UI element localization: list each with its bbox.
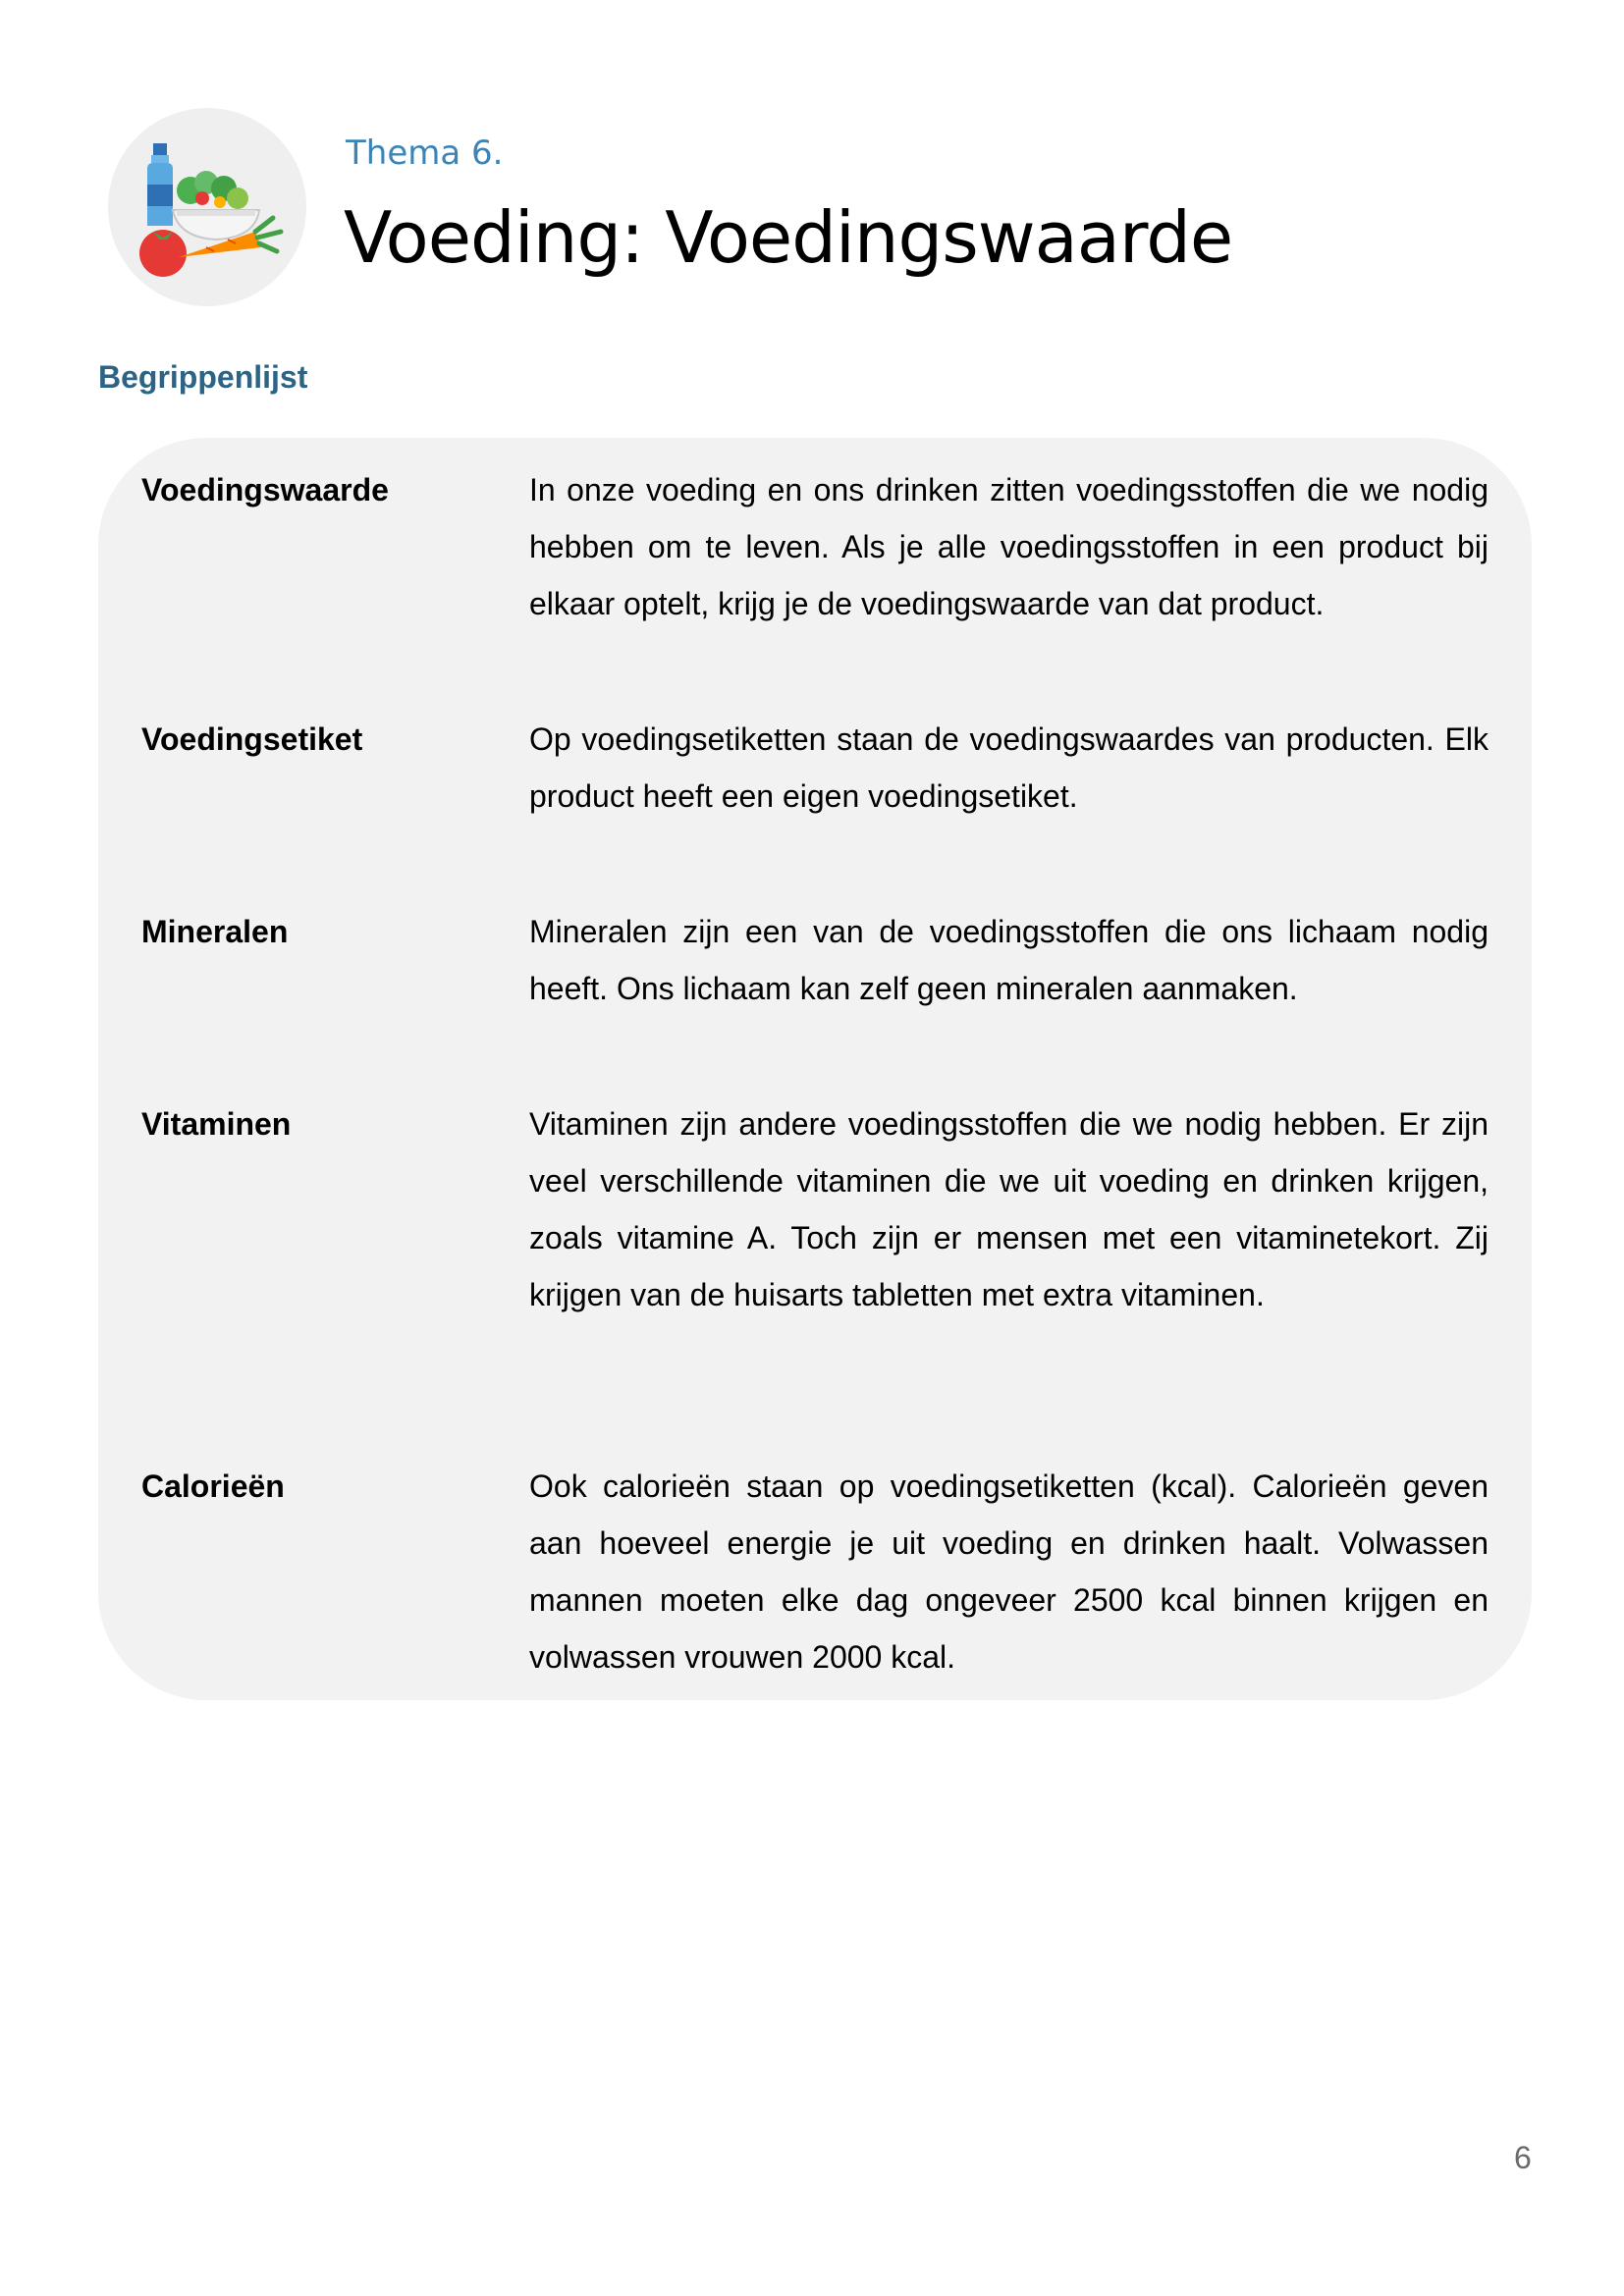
food-icon (108, 108, 306, 306)
glossary-term: Mineralen (141, 914, 289, 949)
glossary-definition: Vitaminen zijn andere voedingsstoffen die we nodig hebben. Er zijn veel verschillende vitaminen die we uit voeding en drinken krijgen, zoals vitamine A. Toch zijn er mensen met een vitaminetekort. Zij krijgen van de huisarts tabletten met extra vitaminen. (529, 1106, 1489, 1312)
glossary-definition: Mineralen zijn een van de voedingsstoffen die ons lichaam nodig heeft. Ons lichaam kan zelf geen mineralen aanmaken. (529, 914, 1489, 1006)
glossary-definition: In onze voeding en ons drinken zitten voedingsstoffen die we nodig hebben om te leven. Als je alle voedingsstoffen in een product bij elkaar optelt, krijg je de voedingswaarde van dat product. (529, 472, 1489, 621)
page-number: 6 (1514, 2140, 1532, 2175)
page-title: Voeding: Voedingswaarde (344, 196, 1233, 279)
glossary-definition: Op voedingsetiketten staan de voedingswaardes van producten. Elk product heeft een eigen voedingsetiket. (529, 721, 1489, 814)
glossary-definition: Ook calorieën staan op voedingsetiketten (kcal). Calorieën geven aan hoeveel energie je uit voeding en drinken haalt. Volwassen mannen moeten elke dag ongeveer 2500 kcal binnen krijgen en volwassen vrouwen 2000 kcal. (529, 1468, 1489, 1675)
section-heading: Begrippenlijst (98, 359, 308, 395)
glossary-term: Calorieën (141, 1468, 285, 1504)
glossary-panel (98, 438, 1532, 1700)
glossary-term: Vitaminen (141, 1106, 292, 1142)
theme-label: Thema 6. (346, 133, 504, 173)
glossary-term: Voedingsetiket (141, 721, 363, 757)
glossary-term: Voedingswaarde (141, 472, 389, 507)
